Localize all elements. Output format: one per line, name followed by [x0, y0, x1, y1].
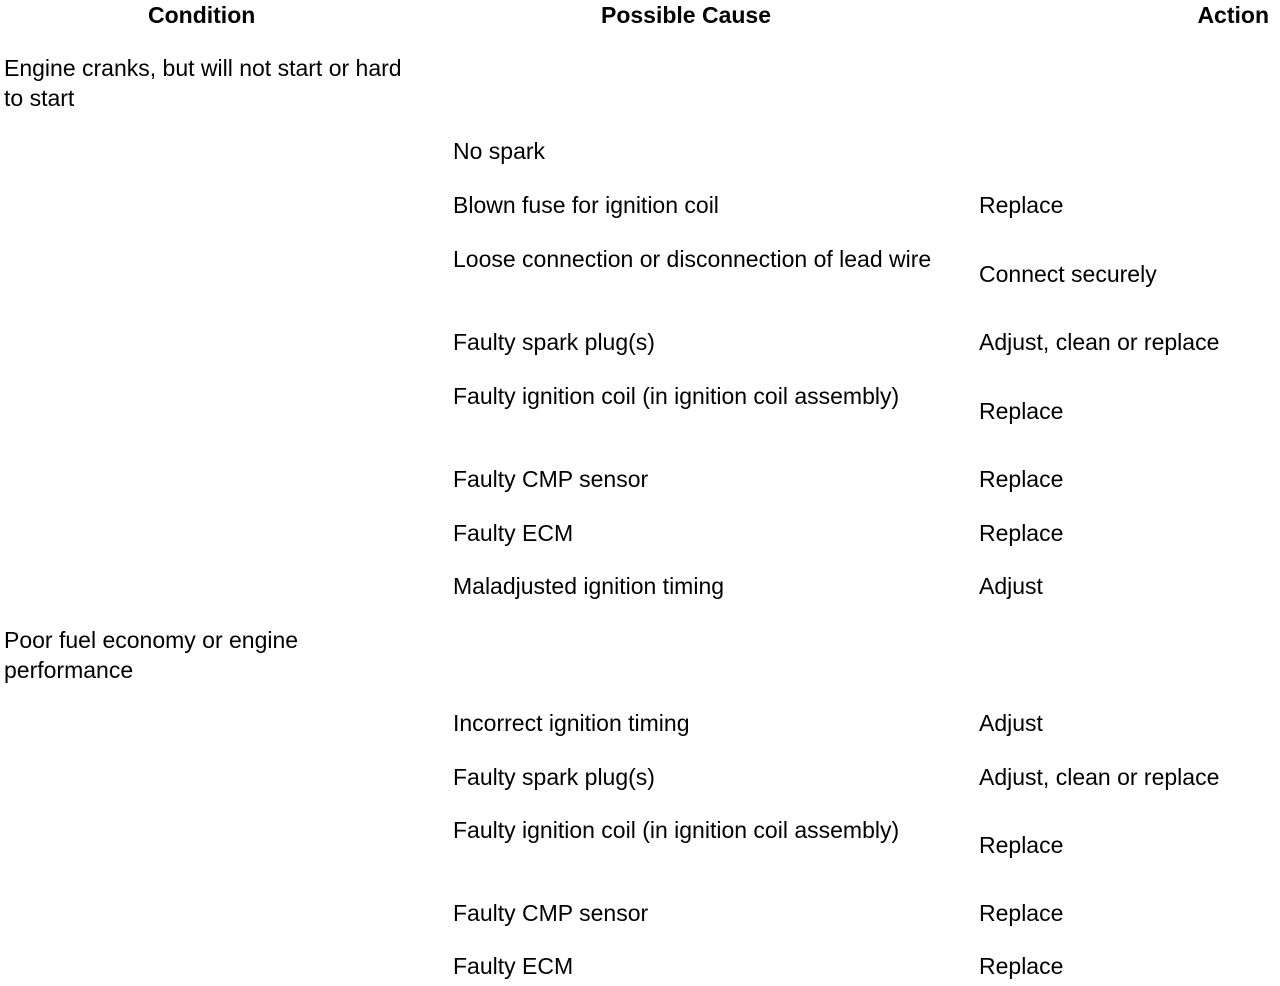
header-condition: Condition: [148, 2, 256, 28]
table-header: [0, 0, 1280, 30]
cause-cell: Maladjusted ignition timing: [453, 573, 725, 599]
cause-cell: Faulty CMP sensor: [453, 466, 649, 492]
action-cell: Adjust, clean or replace: [979, 329, 1220, 355]
cause-cell: Faulty ECM: [453, 520, 574, 546]
action-cell: Adjust: [979, 573, 1043, 599]
cause-cell: Blown fuse for ignition coil: [453, 192, 719, 218]
cause-cell: Faulty spark plug(s): [453, 329, 655, 355]
header-action: Action: [1197, 2, 1269, 28]
header-possible-cause: Possible Cause: [601, 2, 772, 28]
action-cell: Replace: [979, 398, 1064, 424]
cause-cell: Faulty ignition coil (in ignition coil assembly): [453, 383, 900, 409]
cause-cell: Faulty ignition coil (in ignition coil assembly): [453, 817, 900, 843]
cause-cell: Faulty CMP sensor: [453, 900, 649, 926]
cause-cell: Loose connection or disconnection of lead wire: [453, 246, 932, 272]
action-cell: Replace: [979, 520, 1064, 546]
cause-cell: No spark: [453, 138, 546, 164]
cause-cell: Faulty spark plug(s): [453, 764, 655, 790]
action-cell: Adjust, clean or replace: [979, 764, 1220, 790]
action-cell: Replace: [979, 192, 1064, 218]
condition-cell: Engine cranks, but will not start or hard to start: [4, 55, 402, 111]
action-cell: Adjust: [979, 710, 1043, 736]
condition-cell: Poor fuel economy or engine performance: [4, 627, 299, 683]
cause-cell: Faulty ECM: [453, 953, 574, 979]
action-cell: Connect securely: [979, 261, 1157, 287]
action-cell: Replace: [979, 953, 1064, 979]
action-cell: Replace: [979, 900, 1064, 926]
cause-cell: Incorrect ignition timing: [453, 710, 690, 736]
action-cell: Replace: [979, 832, 1064, 858]
action-cell: Replace: [979, 466, 1064, 492]
